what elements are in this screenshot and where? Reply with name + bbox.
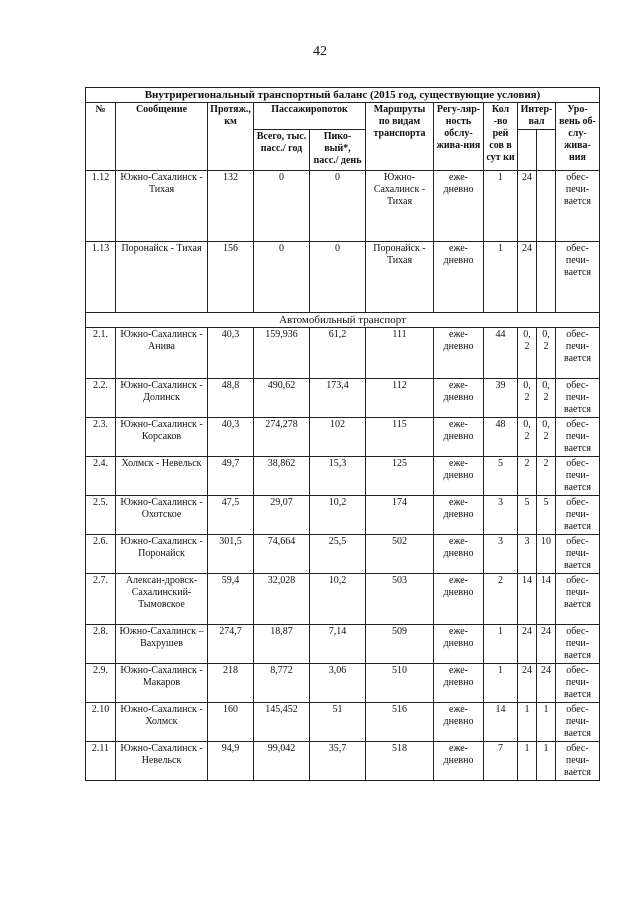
cell-interval-2: 0, 2 (537, 328, 556, 379)
cell-route-mode: 516 (366, 703, 434, 742)
header-route: Сообщение (116, 103, 208, 171)
cell-regularity: еже-дневно (434, 379, 484, 418)
cell-interval-1: 24 (518, 171, 537, 242)
cell-pax-peak: 61,2 (310, 328, 366, 379)
table-row (86, 574, 600, 625)
cell-trips: 1 (484, 664, 518, 703)
cell-no: 2.11 (86, 742, 116, 781)
cell-route-mode: 111 (366, 328, 434, 379)
cell-route: Южно-Сахалинск - Анива (116, 328, 208, 379)
cell-length: 160 (208, 703, 254, 742)
cell-pax-total: 99,042 (254, 742, 310, 781)
cell-interval-2: 14 (537, 574, 556, 625)
cell-interval-1: 14 (518, 574, 537, 625)
section-row (86, 313, 600, 328)
cell-no: 2.6. (86, 535, 116, 574)
cell-regularity: еже-дневно (434, 625, 484, 664)
cell-route: Алексан-дровск-Сахалинский-Тымовское (116, 574, 208, 625)
cell-route: Южно-Сахалинск - Поронайск (116, 535, 208, 574)
cell-pax-peak: 10,2 (310, 574, 366, 625)
cell-length: 94,9 (208, 742, 254, 781)
cell-no: 2.1. (86, 328, 116, 379)
cell-trips: 44 (484, 328, 518, 379)
cell-pax-total: 490,62 (254, 379, 310, 418)
cell-length: 301,5 (208, 535, 254, 574)
cell-pax-peak: 102 (310, 418, 366, 457)
table-row (86, 664, 600, 703)
cell-interval-2: 0, 2 (537, 379, 556, 418)
cell-interval-2: 1 (537, 703, 556, 742)
header-no: № (86, 103, 116, 171)
cell-length: 218 (208, 664, 254, 703)
cell-route-mode: 174 (366, 496, 434, 535)
cell-interval-1: 24 (518, 625, 537, 664)
header-interval-sub1 (518, 130, 537, 171)
cell-service-level: обес-печи-вается (556, 242, 600, 313)
cell-service-level: обес-печи-вается (556, 664, 600, 703)
page-number: 42 (313, 44, 327, 59)
cell-service-level: обес-печи-вается (556, 496, 600, 535)
cell-route-mode: 509 (366, 625, 434, 664)
cell-route-mode: Южно-Сахалинск - Тихая (366, 171, 434, 242)
cell-trips: 39 (484, 379, 518, 418)
cell-regularity: еже-дневно (434, 242, 484, 313)
table-row (86, 418, 600, 457)
cell-pax-total: 8,772 (254, 664, 310, 703)
cell-route: Поронайск - Тихая (116, 242, 208, 313)
cell-regularity: еже-дневно (434, 457, 484, 496)
cell-service-level: обес-печи-вается (556, 625, 600, 664)
cell-route: Южно-Сахалинск - Макаров (116, 664, 208, 703)
cell-service-level: обес-печи-вается (556, 574, 600, 625)
cell-route-mode: 112 (366, 379, 434, 418)
header-pax-peak: Пико-вый*, пасс./ день (310, 130, 366, 171)
cell-interval-1: 5 (518, 496, 537, 535)
cell-interval-1: 3 (518, 535, 537, 574)
header-row (86, 103, 600, 130)
cell-length: 48,8 (208, 379, 254, 418)
cell-interval-2: 2 (537, 457, 556, 496)
table-row (86, 625, 600, 664)
cell-pax-total: 274,278 (254, 418, 310, 457)
table-row (86, 496, 600, 535)
cell-length: 132 (208, 171, 254, 242)
cell-regularity: еже-дневно (434, 664, 484, 703)
cell-no: 2.10 (86, 703, 116, 742)
cell-regularity: еже-дневно (434, 496, 484, 535)
cell-pax-total: 0 (254, 242, 310, 313)
cell-interval-1: 1 (518, 742, 537, 781)
cell-regularity: еже-дневно (434, 574, 484, 625)
table-row (86, 703, 600, 742)
cell-pax-peak: 10,2 (310, 496, 366, 535)
cell-pax-total: 38,862 (254, 457, 310, 496)
cell-route: Южно-Сахалинск - Корсаков (116, 418, 208, 457)
table-row (86, 171, 600, 242)
cell-pax-peak: 0 (310, 242, 366, 313)
cell-service-level: обес-печи-вается (556, 418, 600, 457)
cell-service-level: обес-печи-вается (556, 328, 600, 379)
cell-route-mode: 503 (366, 574, 434, 625)
cell-interval-2: 5 (537, 496, 556, 535)
cell-trips: 48 (484, 418, 518, 457)
cell-interval-1: 0, 2 (518, 418, 537, 457)
cell-route: Южно-Сахалинск - Охотское (116, 496, 208, 535)
cell-regularity: еже-дневно (434, 742, 484, 781)
table-title-row (86, 88, 600, 103)
cell-pax-total: 74,664 (254, 535, 310, 574)
cell-route-mode: 510 (366, 664, 434, 703)
cell-trips: 1 (484, 242, 518, 313)
cell-route-mode: 125 (366, 457, 434, 496)
table-row (86, 328, 600, 379)
cell-route: Южно-Сахалинск - Тихая (116, 171, 208, 242)
transport-balance-table (85, 87, 600, 781)
cell-regularity: еже-дневно (434, 535, 484, 574)
cell-interval-2: 0, 2 (537, 418, 556, 457)
cell-length: 274,7 (208, 625, 254, 664)
cell-pax-peak: 25,5 (310, 535, 366, 574)
cell-pax-peak: 15,3 (310, 457, 366, 496)
cell-pax-peak: 0 (310, 171, 366, 242)
cell-route: Южно-Сахалинск - Невельск (116, 742, 208, 781)
cell-service-level: обес-печи-вается (556, 171, 600, 242)
cell-no: 2.9. (86, 664, 116, 703)
header-routes-by-mode: Маршруты по видам транспорта (366, 103, 434, 171)
cell-regularity: еже-дневно (434, 703, 484, 742)
cell-no: 2.4. (86, 457, 116, 496)
cell-interval-2: 24 (537, 625, 556, 664)
table-row (86, 242, 600, 313)
cell-pax-total: 32,028 (254, 574, 310, 625)
cell-interval-2: 1 (537, 742, 556, 781)
table-row (86, 742, 600, 781)
cell-service-level: обес-печи-вается (556, 742, 600, 781)
cell-pax-total: 0 (254, 171, 310, 242)
table-row (86, 379, 600, 418)
cell-interval-2: 10 (537, 535, 556, 574)
header-interval: Интер-вал (518, 103, 556, 130)
cell-regularity: еже-дневно (434, 328, 484, 379)
cell-trips: 3 (484, 535, 518, 574)
cell-route: Холмск - Невельск (116, 457, 208, 496)
cell-trips: 14 (484, 703, 518, 742)
cell-interval-1: 1 (518, 703, 537, 742)
cell-interval-1: 2 (518, 457, 537, 496)
table-title: Внутрирегиональный транспортный баланс (2015 год, существующие условия) (86, 88, 600, 103)
header-regularity: Регу-ляр-ность обслу-жива-ния (434, 103, 484, 171)
cell-trips: 5 (484, 457, 518, 496)
cell-route: Южно-Сахалинск - Холмск (116, 703, 208, 742)
cell-no: 2.5. (86, 496, 116, 535)
cell-length: 49,7 (208, 457, 254, 496)
cell-no: 1.12 (86, 171, 116, 242)
header-length: Протяж., км (208, 103, 254, 171)
cell-pax-peak: 35,7 (310, 742, 366, 781)
cell-no: 1.13 (86, 242, 116, 313)
cell-route-mode: 502 (366, 535, 434, 574)
cell-regularity: еже-дневно (434, 418, 484, 457)
cell-interval-2 (537, 242, 556, 313)
cell-route: Южно-Сахалинск – Вахрушев (116, 625, 208, 664)
cell-regularity: еже-дневно (434, 171, 484, 242)
cell-service-level: обес-печи-вается (556, 457, 600, 496)
header-service-level: Уро-вень об-слу-жива-ния (556, 103, 600, 171)
cell-route-mode: Поронайск - Тихая (366, 242, 434, 313)
cell-trips: 2 (484, 574, 518, 625)
cell-pax-peak: 3,06 (310, 664, 366, 703)
cell-interval-1: 24 (518, 664, 537, 703)
header-interval-sub2 (537, 130, 556, 171)
cell-no: 2.2. (86, 379, 116, 418)
cell-interval-1: 0, 2 (518, 328, 537, 379)
cell-length: 47,5 (208, 496, 254, 535)
cell-interval-2: 24 (537, 664, 556, 703)
cell-interval-1: 24 (518, 242, 537, 313)
cell-length: 156 (208, 242, 254, 313)
cell-interval-1: 0, 2 (518, 379, 537, 418)
cell-pax-total: 29,07 (254, 496, 310, 535)
cell-pax-peak: 51 (310, 703, 366, 742)
cell-pax-total: 18,87 (254, 625, 310, 664)
cell-pax-total: 145,452 (254, 703, 310, 742)
header-pax-total: Всего, тыс. пасс./ год (254, 130, 310, 171)
cell-route-mode: 115 (366, 418, 434, 457)
cell-pax-peak: 173,4 (310, 379, 366, 418)
table-row (86, 457, 600, 496)
cell-length: 59,4 (208, 574, 254, 625)
cell-route-mode: 518 (366, 742, 434, 781)
cell-no: 2.3. (86, 418, 116, 457)
section-auto-title: Автомобильный транспорт (86, 313, 600, 328)
cell-route: Южно-Сахалинск - Долинск (116, 379, 208, 418)
cell-service-level: обес-печи-вается (556, 379, 600, 418)
cell-no: 2.7. (86, 574, 116, 625)
table-row (86, 535, 600, 574)
cell-pax-peak: 7,14 (310, 625, 366, 664)
cell-length: 40,3 (208, 328, 254, 379)
cell-trips: 1 (484, 625, 518, 664)
cell-trips: 3 (484, 496, 518, 535)
auto-rows (86, 328, 600, 781)
cell-pax-total: 159,936 (254, 328, 310, 379)
rail-rows (86, 171, 600, 313)
cell-service-level: обес-печи-вается (556, 535, 600, 574)
cell-interval-2 (537, 171, 556, 242)
header-pax-flow: Пассажиропоток (254, 103, 366, 130)
cell-trips: 1 (484, 171, 518, 242)
cell-length: 40,3 (208, 418, 254, 457)
cell-service-level: обес-печи-вается (556, 703, 600, 742)
cell-trips: 7 (484, 742, 518, 781)
cell-no: 2.8. (86, 625, 116, 664)
header-trips: Кол -во рей сов в сут ки (484, 103, 518, 171)
